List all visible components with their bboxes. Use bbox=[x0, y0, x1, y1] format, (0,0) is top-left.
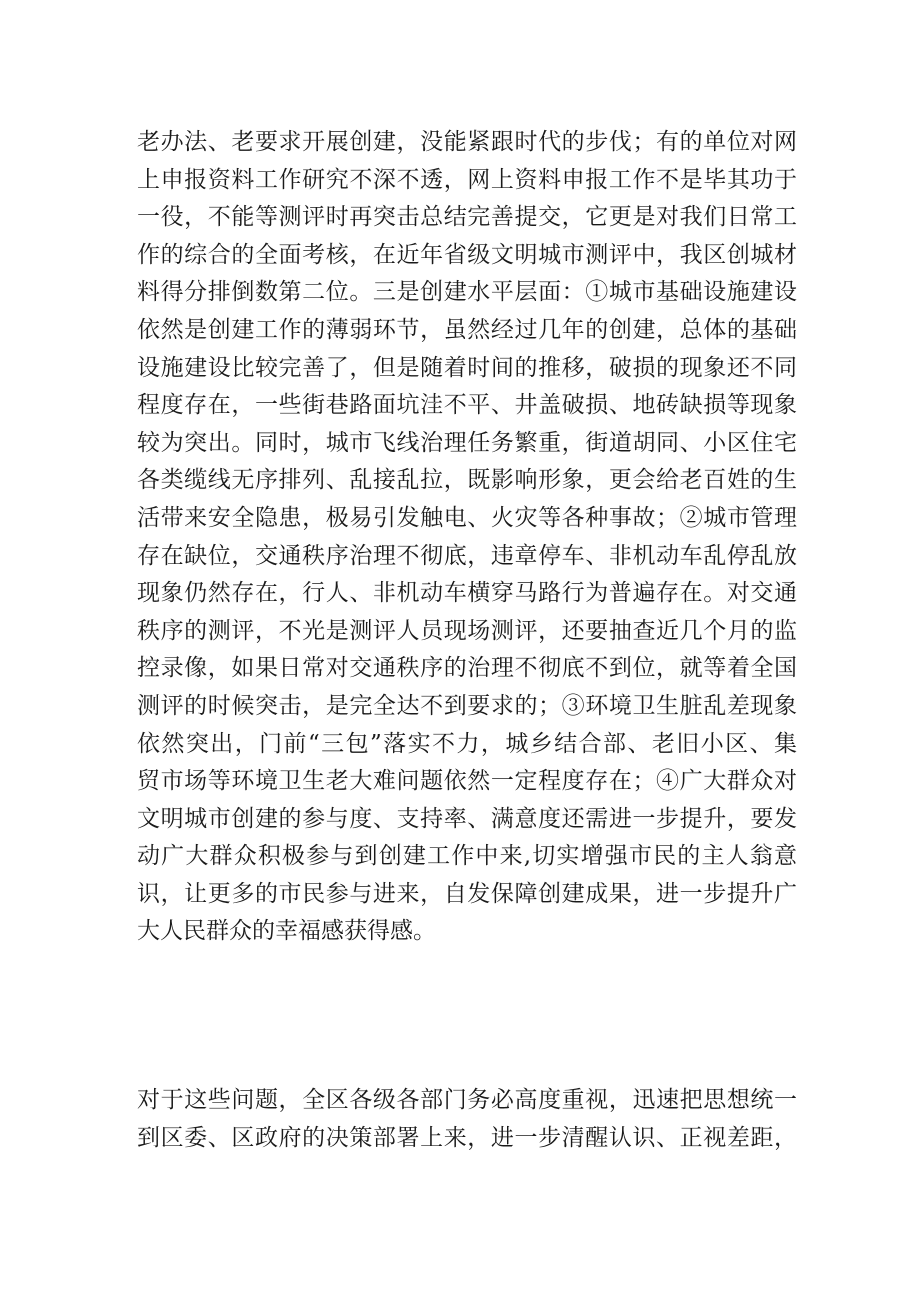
text-line: 一役，不能等测评时再突击总结完善提交，它更是对我们日常工 bbox=[137, 204, 797, 231]
text-line: 到区委、区政府的决策部署上来，进一步清醒认识、正视差距， bbox=[137, 1124, 797, 1151]
text-line: 文明城市创建的参与度、支持率、满意度还需进一步提升，要发 bbox=[137, 805, 797, 832]
text-line: 识，让更多的市民参与进来，自发保障创建成果，进一步提升广 bbox=[137, 880, 797, 907]
text-line: 存在缺位，交通秩序治理不彻底，违章停车、非机动车乱停乱放 bbox=[137, 542, 797, 569]
text-line: 依然是创建工作的薄弱环节，虽然经过几年的创建，总体的基础 bbox=[137, 316, 797, 343]
text-line: 较为突出。同时，城市飞线治理任务繁重，街道胡同、小区住宅 bbox=[137, 429, 797, 456]
text-line: 活带来安全隐患，极易引发触电、火灾等各种事故；②城市管理 bbox=[137, 504, 797, 531]
text-line: 动广大群众积极参与到创建工作中来,切实增强市民的主人翁意 bbox=[137, 843, 797, 870]
text-line: 各类缆线无序排列、乱接乱拉，既影响形象，更会给老百姓的生 bbox=[137, 467, 797, 494]
text-line: 程度存在，一些街巷路面坑洼不平、井盖破损、地砖缺损等现象 bbox=[137, 392, 797, 419]
text-line: 作的综合的全面考核，在近年省级文明城市测评中，我区创城材 bbox=[137, 241, 797, 268]
text-line: 老办法、老要求开展创建，没能紧跟时代的步伐；有的单位对网 bbox=[137, 129, 797, 155]
text-line: 贸市场等环境卫生老大难问题依然一定程度存在；④广大群众对 bbox=[137, 768, 797, 795]
text-line: 现象仍然存在，行人、非机动车横穿马路行为普遍存在。对交通 bbox=[137, 580, 797, 607]
text-line: 料得分排倒数第二位。三是创建水平层面：①城市基础设施建设 bbox=[137, 279, 797, 306]
text-line: 秩序的测评，不光是测评人员现场测评，还要抽查近几个月的监 bbox=[137, 617, 797, 644]
paragraph-response bbox=[137, 1082, 797, 1157]
text-line: 上申报资料工作研究不深不透，网上资料申报工作不是毕其功于 bbox=[137, 166, 797, 193]
paragraph-creation-issues bbox=[137, 124, 797, 951]
text-line: 控录像，如果日常对交通秩序的治理不彻底不到位，就等着全国 bbox=[137, 655, 797, 682]
text-line: 测评的时候突击，是完全达不到要求的；③环境卫生脏乱差现象 bbox=[137, 692, 797, 719]
text-line: 设施建设比较完善了，但是随着时间的推移，破损的现象还不同 bbox=[137, 354, 797, 381]
text-line: 依然突出，门前“三包”落实不力，城乡结合部、老旧小区、集 bbox=[137, 730, 797, 757]
text-line: 对于这些问题，全区各级各部门务必高度重视，迅速把思想统一 bbox=[137, 1087, 797, 1113]
text-line: 大人民群众的幸福感获得感。 bbox=[137, 918, 436, 945]
